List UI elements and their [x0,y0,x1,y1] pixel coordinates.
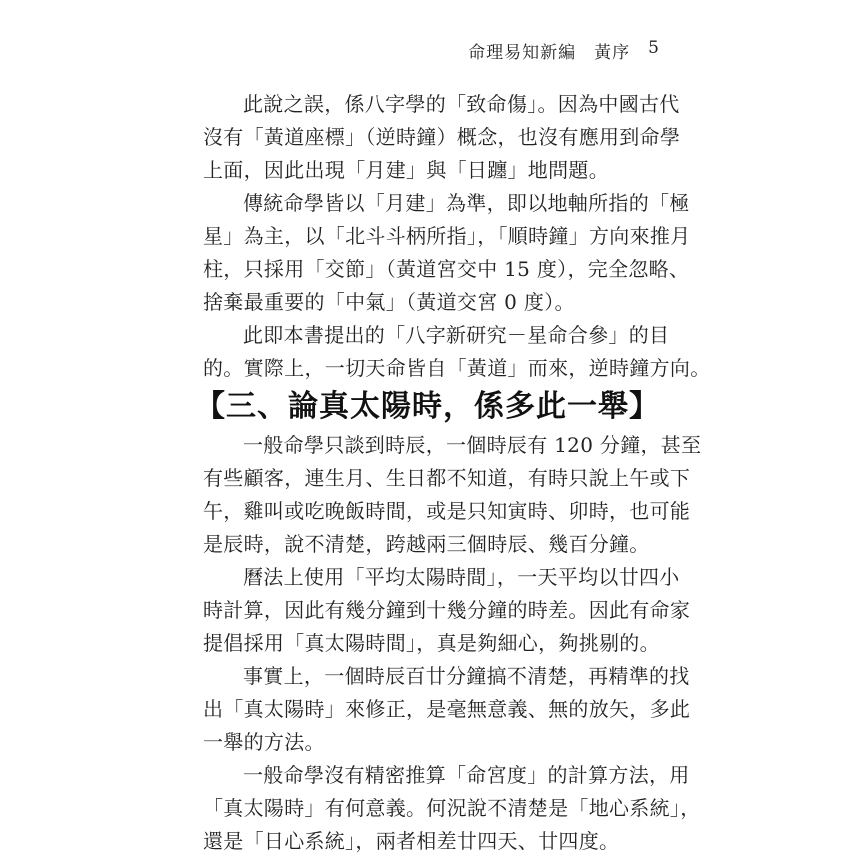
paragraph-line: 是辰時，說不清楚，跨越兩三個時辰、幾百分鐘。 [203,532,650,556]
paragraph-line: 星」為主，以「北斗斗柄所指」，「順時鐘」方向來推月 [203,224,691,248]
paragraph-line: 午，雞叫或吃晚飯時間，或是只知寅時、卯時，也可能 [203,499,691,523]
paragraph-line: 一般命學沒有精密推算「命宮度」的計算方法，用 [243,763,690,787]
paragraph-line: 沒有「黃道座標」（逆時鐘）概念，也沒有應用到命學 [203,125,681,149]
paragraph-line: 柱，只採用「交節」（黃道宮交中 15 度），完全忽略、 [203,257,690,281]
paragraph-line: 曆法上使用「平均太陽時間」，一天平均以廿四小 [243,565,680,589]
paragraph-line: 時計算，因此有幾分鐘到十幾分鐘的時差。因此有命家 [203,598,691,622]
paragraph-line: 「真太陽時」有何意義。何況說不清楚是「地心系統」， [203,796,701,820]
paragraph-line: 有些顧客，連生月、生日都不知道，有時只說上午或下 [203,466,691,490]
paragraph-line: 提倡採用「真太陽時間」，真是夠細心，夠挑剔的。 [203,631,660,655]
paragraph-line: 上面，因此出現「月建」與「日躔」地問題。 [203,158,609,182]
page-number: 5 [648,38,660,58]
paragraph-line: 事實上，一個時辰百廿分鐘搞不清楚，再精準的找 [243,664,690,688]
paragraph-line: 出「真太陽時」來修正，是毫無意義、無的放矢，多此 [203,697,691,721]
paragraph-line: 一舉的方法。 [203,730,325,754]
paragraph-line: 此說之誤，係八字學的「致命傷」。因為中國古代 [243,92,680,116]
paragraph-line: 還是「日心系統」，兩者相差廿四天、廿四度。 [203,829,620,853]
section-title: 黃序 [594,43,631,63]
running-head [450,38,660,63]
book-title: 命理易知新編 [468,43,577,63]
section-heading: 【三、論真太陽時，係多此一舉】 [195,389,660,424]
paragraph-line: 一般命學只談到時辰，一個時辰有 120 分鐘，甚至 [243,433,702,457]
paragraph-line: 捨棄最重要的「中氣」（黃道交宮 0 度）。 [203,290,575,314]
paragraph-line: 此即本書提出的「八字新研究－星命合參」的目 [243,323,670,347]
body-text [195,88,711,858]
paragraph-line: 傳統命學皆以「月建」為準，即以地軸所指的「極 [243,191,690,215]
paragraph-line: 的。實際上，一切天命皆自「黃道」而來，逆時鐘方向。 [203,356,711,380]
